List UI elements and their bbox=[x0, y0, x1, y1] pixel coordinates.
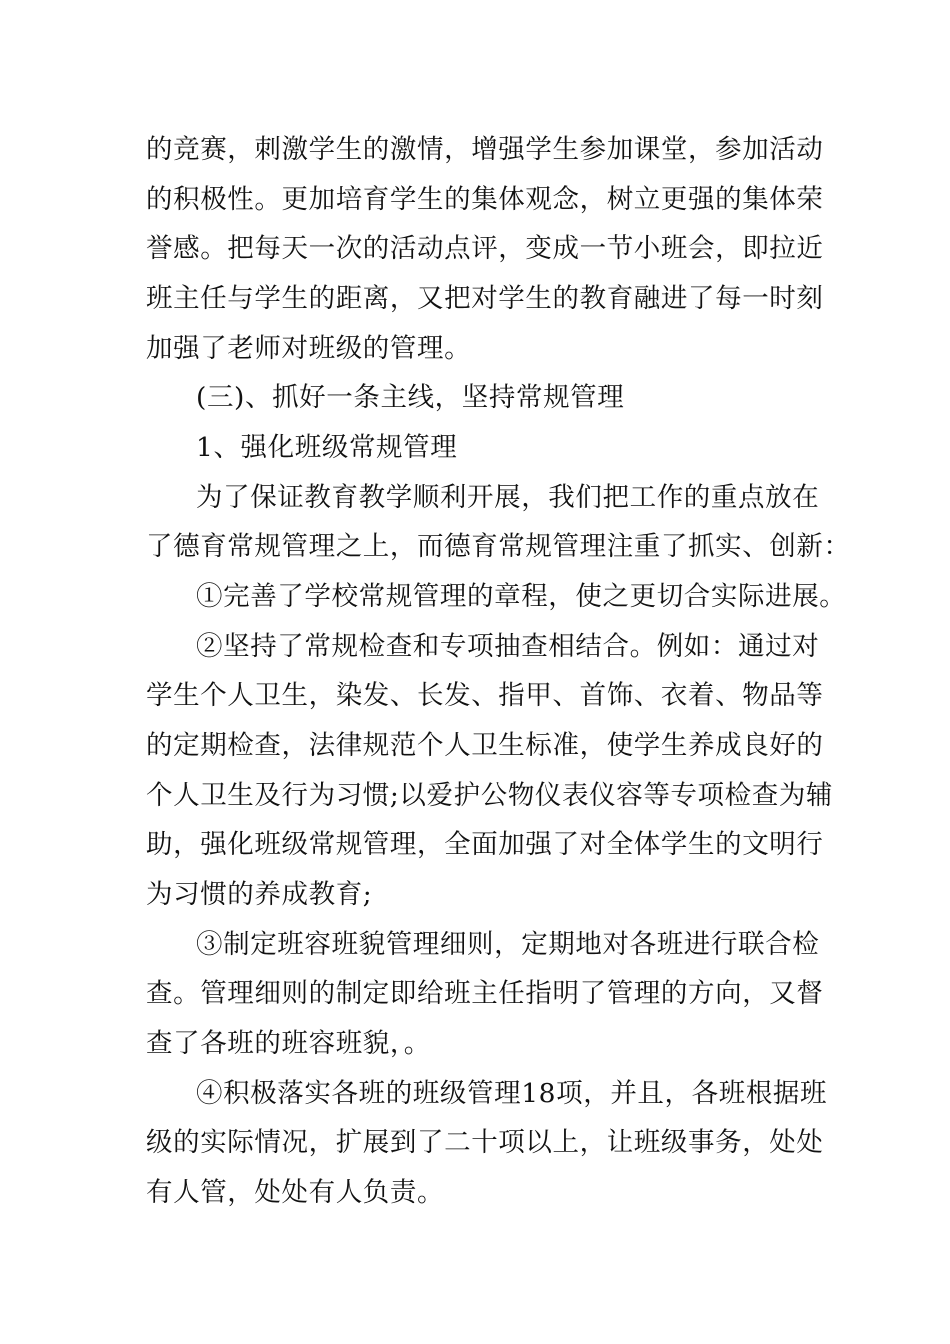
paragraph-line: 查。管理细则的制定即给班主任指明了管理的方向，又督 bbox=[146, 978, 824, 1009]
paragraph-line: 个人卫生及行为习惯;以爱护公物仪表仪容等专项检查为辅 bbox=[146, 780, 834, 811]
paragraph-line: 加强了老师对班级的管理。 bbox=[146, 333, 472, 364]
paragraph-line: 查了各班的班容班貌，。 bbox=[146, 1028, 431, 1059]
paragraph-line: 学生个人卫生，染发、长发、指甲、首饰、衣着、物品等 bbox=[146, 680, 824, 711]
paragraph-line: 有人管，处处有人负责。 bbox=[146, 1177, 445, 1208]
paragraph-line: 助，强化班级常规管理，全面加强了对全体学生的文明行 bbox=[146, 829, 824, 860]
paragraph-line: 的定期检查，法律规范个人卫生标准，使学生养成良好的 bbox=[146, 730, 824, 761]
list-item-4: ④积极落实各班的班级管理18项，并且，各班根据班 bbox=[196, 1078, 828, 1109]
paragraph-line: 了德育常规管理之上，而德育常规管理注重了抓实、创新： bbox=[146, 531, 851, 562]
section-heading: (三)、抓好一条主线，坚持常规管理 bbox=[196, 382, 625, 413]
list-item-2: ②坚持了常规检查和专项抽查相结合。例如：通过对 bbox=[196, 631, 820, 662]
paragraph-line: 班主任与学生的距离，又把对学生的教育融进了每一时刻 bbox=[146, 283, 824, 314]
paragraph-line: 的积极性。更加培育学生的集体观念，树立更强的集体荣 bbox=[146, 184, 824, 215]
list-item-1: ①完善了学校常规管理的章程，使之更切合实际进展。 bbox=[196, 581, 847, 612]
paragraph-line: 誉感。把每天一次的活动点评，变成一节小班会，即拉近 bbox=[146, 233, 824, 264]
list-item-3: ③制定班容班貌管理细则，定期地对各班进行联合检 bbox=[196, 929, 820, 960]
subsection-heading: 1、强化班级常规管理 bbox=[196, 432, 458, 463]
paragraph-line: 级的实际情况，扩展到了二十项以上，让班级事务，处处 bbox=[146, 1127, 824, 1158]
paragraph-line: 为了保证教育教学顺利开展，我们把工作的重点放在 bbox=[196, 482, 820, 513]
paragraph-line: 的竞赛，刺激学生的激情，增强学生参加课堂，参加活动 bbox=[146, 134, 824, 165]
paragraph-line: 为习惯的养成教育; bbox=[146, 879, 373, 910]
